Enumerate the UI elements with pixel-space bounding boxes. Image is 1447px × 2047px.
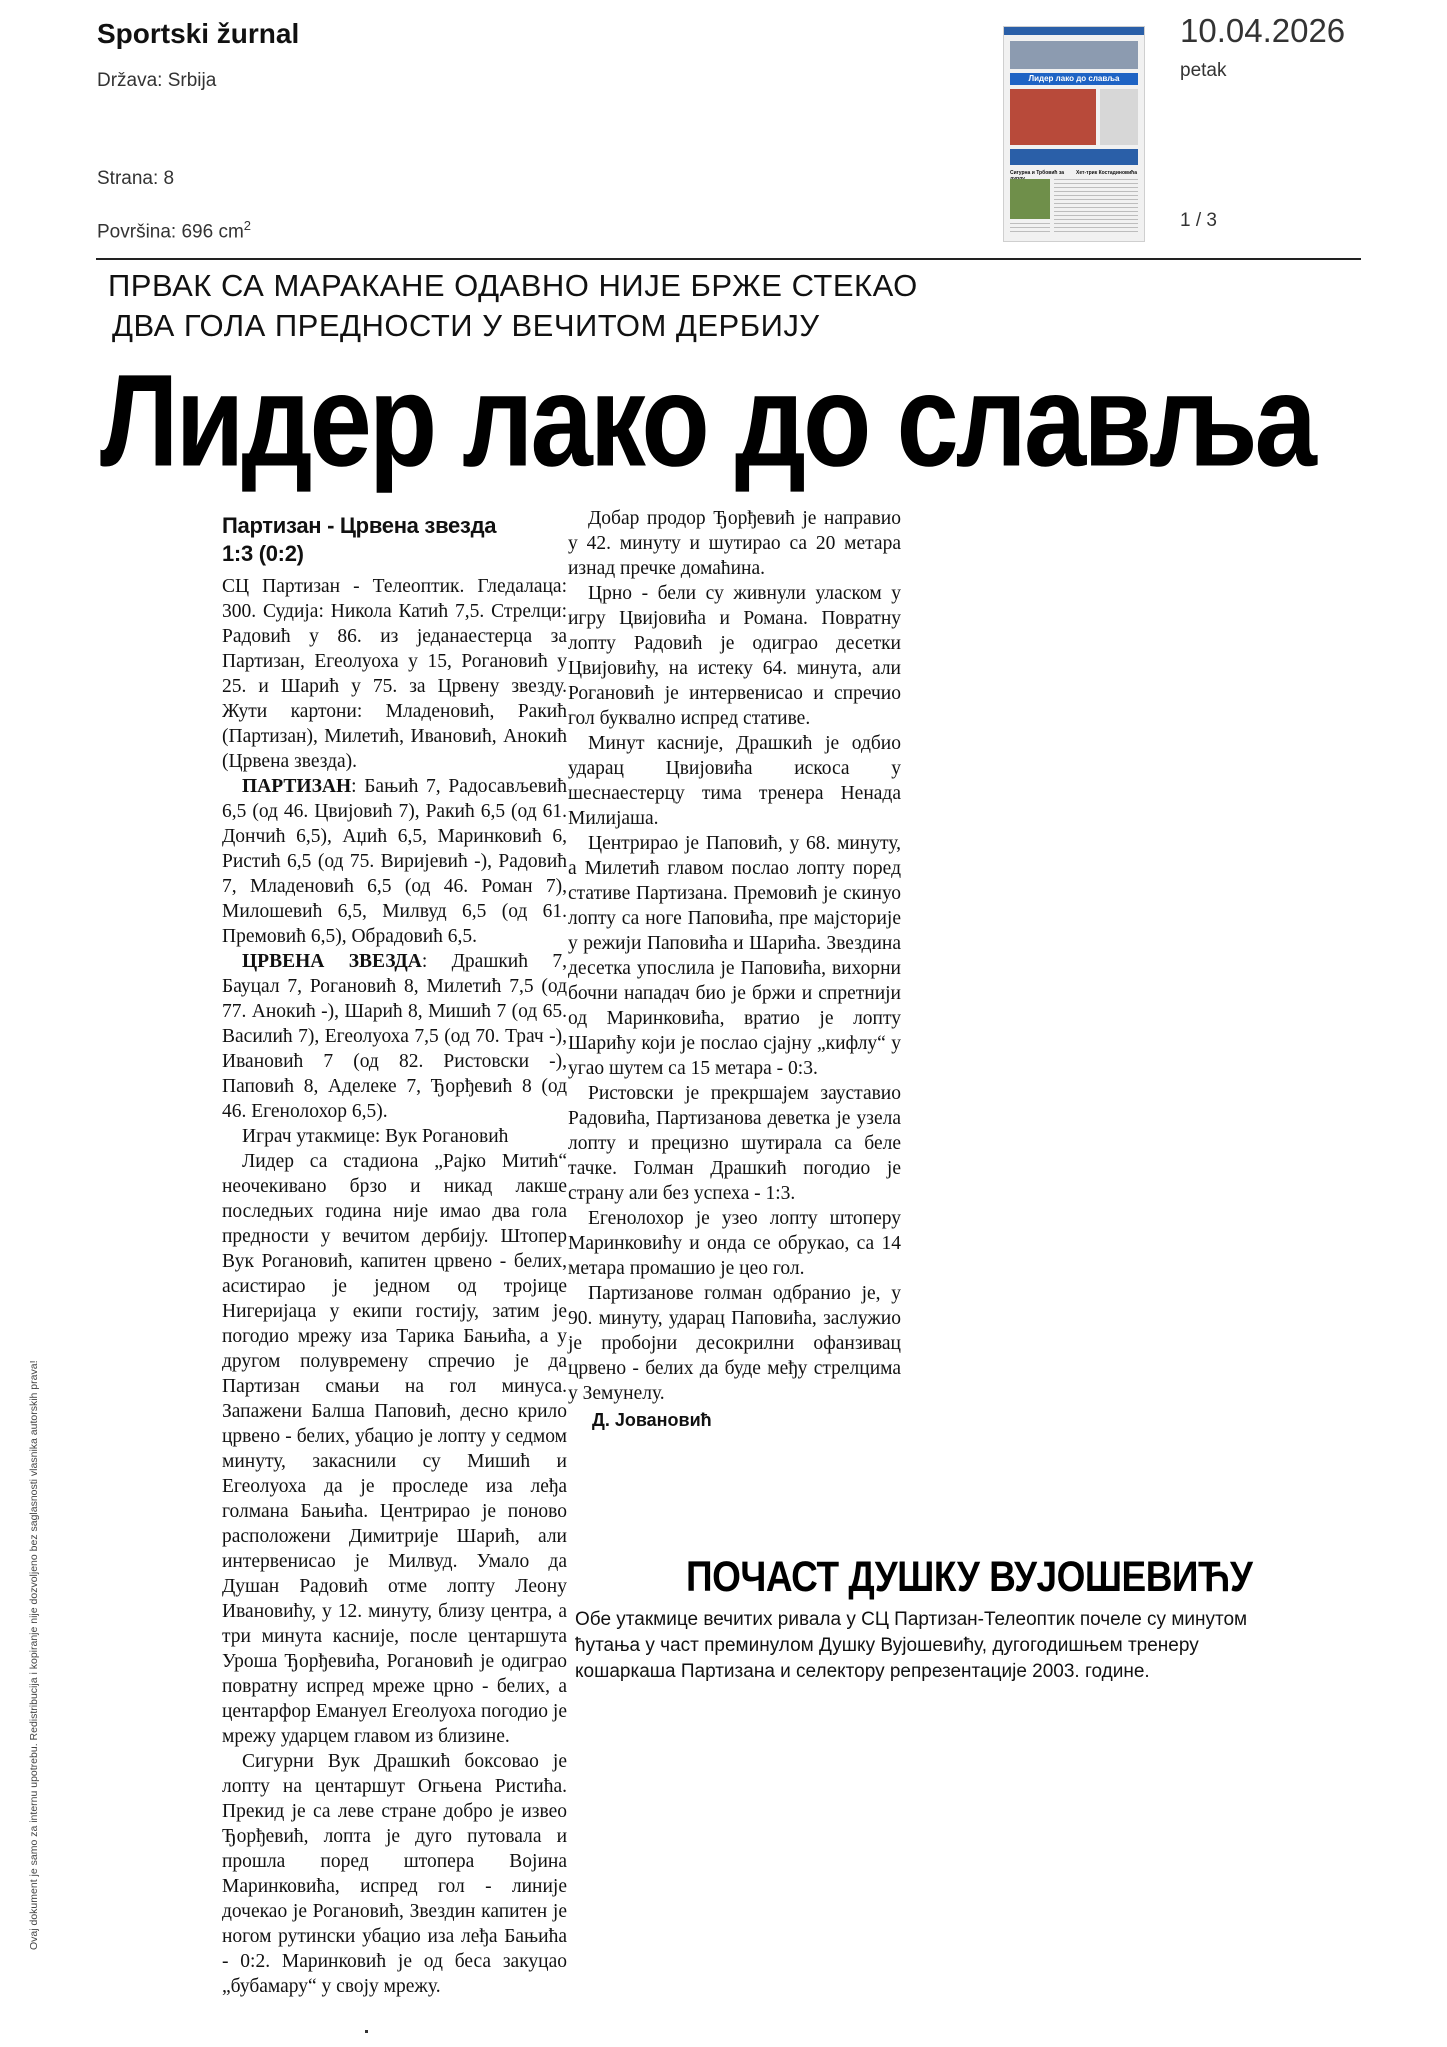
- body-paragraph: Лидер са стадиона „Рајко Митић“ неочекивано брзо и никад лакше последњих година није имао два гола предности у вечитом дербију. Штопер Вук Рогановић, капитен црвено - белих, асистирао је једном од тројице Нигеријаца у екипи гостију, затим је погодио мрежу иза Тарика Бањића, а у другом полувремену спречио је да Партизан смањи на гол минуса. Запажени Балша Паповић, десно крило црвено - белих, убацио је лопту у седмом минуту, закаснили су Мишић и Егеолуоха да је проследе иза леђа голмана Бањића. Центрирао је поново расположени Димитрије Шарић, али интервенисао је Милвуд. Умало да Душан Радовић отме лопту Леону Ивановићу, у 12. минуту, близу центра, а три минута касније, после центаршута Уроша Ђорђевића, Рогановић је одиграо повратну испред мреже црно - белих, а центарфор Емануел Егеолуоха погодио је мрежу ударцем главом из близине.: [222, 1151, 567, 1747]
- body-paragraph: Центрирао је Паповић, у 68. минуту, а Милетић главом послао лопту поред стативе Партизана. Премовић је скинуо лопту са ноге Паповића, пре мајсторије у режији Паповића и Шарића. Звездина десетка упослила је Паповића, вихорни бочни нападач био је бржи и спретнији од Маринковића, вратио је лопту Шарићу који је послао сјајну „кифлу“ у угао шутем са 15 метара - 0:3.: [568, 833, 901, 1079]
- thumb-caption-right: Хет-трик Костадиновића: [1076, 170, 1137, 176]
- body-paragraph: Црно - бели су живнули уласком у игру Цвијовића и Романа. Повратну лопту Радовић је одиграо десетки Цвијовићу, на истеку 64. минута, али Рогановић је интервенисао и спречио гол буквално испред стативе.: [568, 583, 901, 729]
- sidebar-box-text: Обе утакмице вечитих ривала у СЦ Партизан-Телеоптик почеле су минутом ћутања у част преминулом Душку Вујошевићу, дугогодишњем тренеру кошаркаша Партизана и селектору репрезентације 2003. године.: [575, 1609, 1248, 1682]
- country-label: Država: Srbija: [97, 70, 217, 91]
- thumb-headline: Лидер лако до славља: [1010, 73, 1138, 85]
- body-paragraph: Партизанове голман одбранио је, у 90. минуту, ударац Паповића, заслужио је пробојни десокрилни офанзивац црвено - белих да буде међу стрелцима у Земунелу.: [568, 1283, 901, 1404]
- sidebar-box-title: ПОЧАСТ ДУШКУ ВУЈОШЕВИЋУ: [686, 1553, 1253, 1601]
- thumb-main-photo: [1010, 89, 1096, 145]
- publication-name: Sportski žurnal: [97, 18, 300, 49]
- body-paragraph: Минут касније, Драшкић је одбио ударац Цвијовића искоса у шеснаестерцу тима тренера Ненада Милијаша.: [568, 733, 901, 829]
- partizan-lineup: [222, 774, 567, 949]
- thumb-top-photo: [1010, 41, 1138, 69]
- footer-mark: [365, 2030, 368, 2033]
- area-label: [97, 218, 251, 243]
- thumb-text-column: [1100, 89, 1138, 145]
- crvena-zvezda-lineup-text: : Драшкић 7, Бауцал 7, Рогановић 8, Милетић 7,5 (од 77. Анокић -), Шарић 8, Мишић 7 (од 65. Василић 7), Егеолуоха 7,5 (од 70. Трач -), Ивановић 7 (од 82. Ристовски -), Паповић 8, Аделеке 7, Ђорђевић 8 (од 46. Егенолохор 6,5).: [222, 951, 567, 1122]
- player-of-match: Играч утакмице: Вук Рогановић: [242, 1126, 509, 1147]
- match-teams: Партизан - Црвена звезда: [222, 513, 497, 538]
- thumb-bottom-photo: [1010, 179, 1050, 219]
- area-superscript: 2: [243, 218, 252, 233]
- body-paragraph: Егенолохор је узео лопту штоперу Маринковићу и онда се обрукао, са 14 метара промашио је цео гол.: [568, 1208, 901, 1279]
- thumb-bottom-text: [1054, 179, 1138, 235]
- body-paragraph: Ристовски је прекршајем зауставио Радовића, Партизанова деветка је узела лопту и прецизно шутирала са беле тачке. Голман Драшкић погодио је страну али без успеха - 1:3.: [568, 1083, 901, 1204]
- partizan-lineup-text: : Бањић 7, Радосављевић 6,5 (од 46. Цвијовић 7), Ракић 6,5 (од 61. Дончић 6,5), Аџић 6,5, Маринковић 6, Ристић 6,5 (од 75. Виријевић -), Радовић 7, Младеновић 6,5 (од 46. Роман 7), Милошевић 6,5, Милвуд 6,5 (од 61. Премовић 6,5), Обрадовић 6,5.: [222, 776, 567, 947]
- article-headline: Лидер лако до славља: [100, 347, 1314, 494]
- issue-weekday: petak: [1180, 60, 1227, 81]
- issue-date: 10.04.2026: [1180, 12, 1346, 49]
- area-value: Površina: 696 cm: [97, 221, 244, 243]
- match-title: [222, 512, 567, 568]
- match-score: 1:3 (0:2): [222, 541, 304, 566]
- page-counter: 1 / 3: [1180, 210, 1217, 231]
- copyright-disclaimer: Ovaj dokument je samo za internu upotrebu. Redistribucija i kopiranje nije dozvoljeno bez saglasnosti vlasnika autorskih prava!: [28, 1360, 40, 1950]
- body-paragraph: Добар продор Ђорђевић је направио у 42. минуту и шутирао са 20 метара изнад пречке домаћина.: [568, 508, 901, 579]
- thumb-caption-left: Сигурна и Трбовић за: [1010, 170, 1065, 176]
- partizan-lineup-label: ПАРТИЗАН: [242, 776, 352, 797]
- page-thumbnail[interactable]: [1003, 26, 1145, 242]
- crvena-zvezda-lineup: [222, 949, 567, 1124]
- article-column-left: [222, 512, 567, 1999]
- kicker-line-2: ДВА ГОЛА ПРЕДНОСТИ У ВЕЧИТОМ ДЕРБИЈУ: [112, 308, 820, 343]
- article-column-right: [568, 506, 901, 1433]
- page-label: Strana: 8: [97, 168, 175, 189]
- thumb-blue-band: [1010, 149, 1138, 165]
- match-info-paragraph: СЦ Партизан - Телеоптик. Гледалаца: 300. Судија: Никола Катић 7,5. Стрелци: Радовић у 86. из једанаестерца за Партизан, Егеолуоха у 15, Рогановић у 25. и Шарић у 75. за Црвену звезду. Жути картони: Младеновић, Ракић (Партизан), Милетић, Ивановић, Анокић (Црвена звезда).: [222, 576, 567, 772]
- body-paragraph: Сигурни Вук Драшкић боксовао је лопту на центаршут Огњена Ристића. Прекид је са леве стране добро је извео Ђорђевић, лопта је дуго путовала и прошла поред штопера Војина Маринковића, испред гол - линије дочекао је Рогановић, Звездин капитен је ногом рутински убацио иза леђа Бањића - 0:2. Маринковић је од беса закуцао „бубамару“ у своју мрежу.: [222, 1751, 567, 1997]
- article-byline: Д. Јовановић: [592, 1410, 712, 1430]
- thumb-bottom-text-left: [1010, 223, 1050, 235]
- crvena-zvezda-lineup-label: ЦРВЕНА ЗВЕЗДА: [242, 951, 422, 972]
- thumb-masthead: [1004, 27, 1144, 35]
- kicker-line-1: ПРВАК СА МАРАКАНЕ ОДАВНО НИЈЕ БРЖЕ СТЕКАО: [108, 268, 918, 303]
- header-divider: [96, 258, 1361, 260]
- article-kicker: [108, 266, 928, 346]
